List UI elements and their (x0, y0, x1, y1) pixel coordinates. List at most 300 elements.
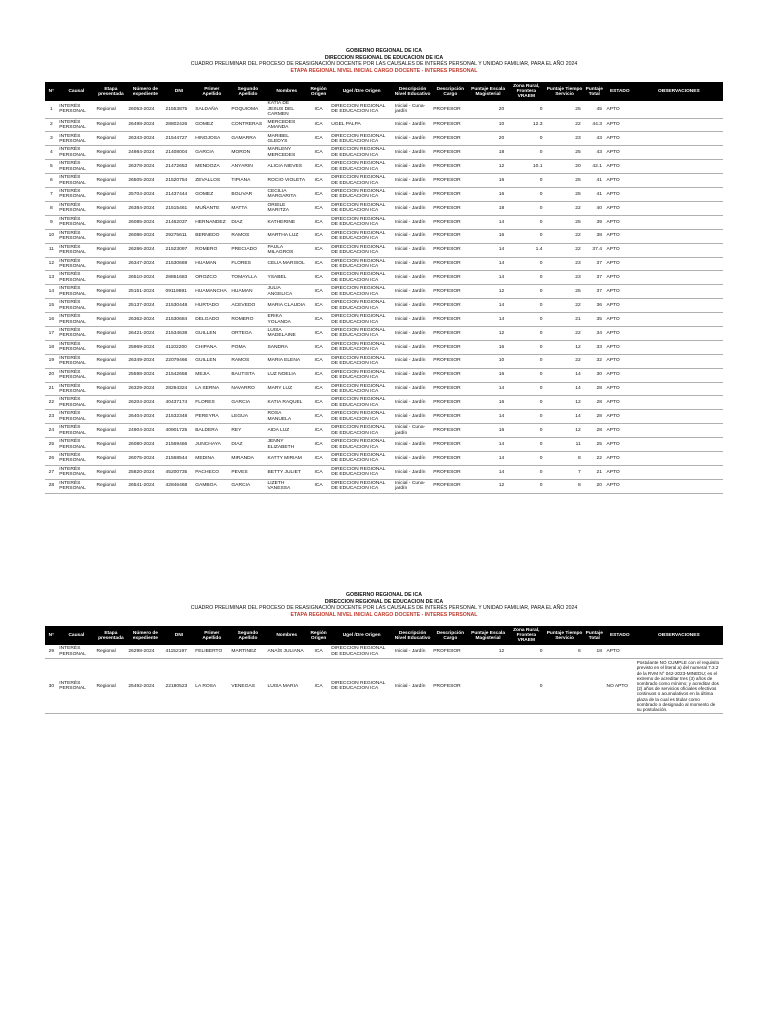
table-cell: 26362-2024 (127, 313, 164, 327)
table-cell: ALICIA NIEVES (266, 160, 307, 174)
table-cell: 0 (507, 424, 545, 438)
table-cell (635, 354, 723, 368)
table-cell: INTERÉS PERSONAL (58, 354, 95, 368)
table-cell: Inicial - Jardín (394, 410, 432, 424)
table-cell: 1 (45, 101, 58, 118)
table-row (45, 229, 723, 243)
table-cell: GARCIA (230, 396, 266, 410)
table-cell: ICA (307, 229, 329, 243)
table-cell: INTERÉS PERSONAL (58, 201, 95, 215)
table-cell: DIRECCION REGIONAL DE EDUCACION ICA (330, 299, 394, 313)
table-cell: GARCIA (230, 479, 266, 493)
table-cell: GOMEZ (194, 118, 230, 132)
table-cell: JULIA ANGELICA (266, 285, 307, 299)
table-cell (635, 396, 723, 410)
table-cell: APTO (605, 396, 635, 410)
column-header: Segundo Apellido (230, 626, 266, 645)
table-cell (635, 340, 723, 354)
table-cell: 21408004 (164, 146, 194, 160)
table-cell: NAVARRO (230, 382, 266, 396)
table-cell: Regional (95, 285, 127, 299)
table-cell: 8 (545, 479, 583, 493)
table-cell: PROFESOR (432, 354, 469, 368)
page-1 (45, 48, 723, 494)
table-cell (635, 410, 723, 424)
table-cell: NO APTO (605, 659, 635, 714)
table-cell: UGEL PALPA (330, 118, 394, 132)
table-cell: INTERÉS PERSONAL (58, 382, 95, 396)
table-cell: DIRECCION REGIONAL DE EDUCACION ICA (330, 215, 394, 229)
table-cell: 29275611 (164, 229, 194, 243)
table-cell: PROFESOR (432, 368, 469, 382)
table-cell: 20 (469, 132, 507, 146)
table-cell: 10 (469, 354, 507, 368)
table-cell: PRECIADO (230, 243, 266, 257)
table-cell: 21523097 (164, 243, 194, 257)
table-cell: 24904-2024 (127, 424, 164, 438)
table-cell: Regional (95, 132, 127, 146)
table-cell: 0 (507, 659, 545, 714)
table-cell: 12.3 (507, 118, 545, 132)
table-cell: FELIBERTO (194, 645, 230, 658)
table-cell (635, 479, 723, 493)
page-2 (45, 592, 723, 714)
table-cell: Inicial - Jardín (394, 201, 432, 215)
table-cell: 27 (45, 465, 58, 479)
column-header: Número de expediente (127, 82, 164, 101)
table-cell: INTERÉS PERSONAL (58, 438, 95, 452)
table-cell: INTERÉS PERSONAL (58, 118, 95, 132)
table-cell: 21553875 (164, 101, 194, 118)
table-cell: DIRECCION REGIONAL DE EDUCACION ICA (330, 340, 394, 354)
table-cell: PEREYRA (194, 410, 230, 424)
table-cell: 21568544 (164, 451, 194, 465)
table-cell: 38 (584, 229, 605, 243)
table-row (45, 424, 723, 438)
table-cell: DIRECCION REGIONAL DE EDUCACION ICA (330, 101, 394, 118)
table-cell: APTO (605, 645, 635, 658)
table-cell: INTERÉS PERSONAL (58, 160, 95, 174)
table-cell: APTO (605, 465, 635, 479)
table-cell: ICA (307, 101, 329, 118)
table-cell: 26510-2024 (127, 271, 164, 285)
table-cell: Regional (95, 243, 127, 257)
table-cell: ICA (307, 285, 329, 299)
table-cell: 33 (584, 340, 605, 354)
table-cell: 26343-2024 (127, 132, 164, 146)
table-cell: 0 (507, 285, 545, 299)
table-cell: 14 (545, 410, 583, 424)
table-cell: 0 (507, 313, 545, 327)
column-header: N° (45, 626, 58, 645)
table-cell: APTO (605, 410, 635, 424)
table-cell: APTO (605, 354, 635, 368)
table-cell: Inicial - Jardín (394, 368, 432, 382)
table-cell: Inicial - Cuna-jardín (394, 424, 432, 438)
table-cell: 26298-2024 (127, 645, 164, 658)
column-header: Puntaje Total (584, 82, 605, 101)
column-header: OBSERVACIONES (635, 82, 723, 101)
table-cell: ICA (307, 424, 329, 438)
table-row (45, 326, 723, 340)
table-cell: BALDERA (194, 424, 230, 438)
table-cell: 0 (507, 257, 545, 271)
table-cell: PROFESOR (432, 645, 469, 658)
table-cell: 26378-2024 (127, 160, 164, 174)
table-cell: 6 (545, 645, 583, 658)
column-header: Primer Apellido (194, 626, 230, 645)
table-cell: PAULA MILAGROS (266, 243, 307, 257)
table-cell: HUAMAN (194, 257, 230, 271)
table-cell: INTERÉS PERSONAL (58, 326, 95, 340)
table-cell: 14 (545, 382, 583, 396)
table-cell: SANDRA (266, 340, 307, 354)
table-cell: ICA (307, 382, 329, 396)
table-cell: Regional (95, 174, 127, 188)
table-cell: 14 (469, 257, 507, 271)
table-cell: LA ROSA (194, 659, 230, 714)
table-cell: Inicial - Jardín (394, 451, 432, 465)
table-cell: 3 (45, 132, 58, 146)
table-cell: INTERÉS PERSONAL (58, 271, 95, 285)
table-cell: 18 (469, 201, 507, 215)
table-cell: ICA (307, 368, 329, 382)
table-cell: 0 (507, 188, 545, 202)
table-cell: 28294324 (164, 382, 194, 396)
table-cell: 0 (507, 101, 545, 118)
table-cell: ICA (307, 645, 329, 658)
table-cell: PROFESOR (432, 313, 469, 327)
table-cell: Regional (95, 201, 127, 215)
table-cell: Inicial - Jardín (394, 188, 432, 202)
table-cell: PROFESOR (432, 659, 469, 714)
table-cell: ICA (307, 132, 329, 146)
table-cell: 20 (45, 368, 58, 382)
table-row (45, 396, 723, 410)
table-cell: APTO (605, 382, 635, 396)
table-cell: APTO (605, 201, 635, 215)
table-row (45, 465, 723, 479)
table-cell: GUILLEN (194, 354, 230, 368)
table-cell: 21534638 (164, 326, 194, 340)
table-cell: LUISA MARIA (266, 659, 307, 714)
table-cell: 37 (584, 285, 605, 299)
table-body (45, 101, 723, 493)
column-header: Primer Apellido (194, 82, 230, 101)
table-cell: MEDINA (194, 451, 230, 465)
table-cell: 37.4 (584, 243, 605, 257)
table-cell: DIRECCION REGIONAL DE EDUCACION ICA (330, 146, 394, 160)
table-cell: 14 (469, 215, 507, 229)
table-cell: 23 (545, 271, 583, 285)
table-cell: APTO (605, 229, 635, 243)
table-cell: 0 (507, 368, 545, 382)
table-cell: KATTY MIRIAM (266, 451, 307, 465)
table-row (45, 188, 723, 202)
table-cell: SALDAÑA (194, 101, 230, 118)
table-cell: Inicial - Jardín (394, 160, 432, 174)
table-cell: GUILLEN (194, 326, 230, 340)
table-cell (635, 101, 723, 118)
table-cell: Inicial - Cuna-jardín (394, 101, 432, 118)
table-cell: 26075-2024 (127, 451, 164, 465)
table-cell: 14 (469, 410, 507, 424)
table-cell: 22 (545, 326, 583, 340)
table-cell: APTO (605, 215, 635, 229)
table-cell: 41 (584, 188, 605, 202)
table-cell: 28 (584, 424, 605, 438)
table-cell: 22 (45, 396, 58, 410)
table-cell: MARTHA LUZ (266, 229, 307, 243)
table-cell: 12 (545, 424, 583, 438)
table-cell: PROFESOR (432, 201, 469, 215)
table-cell: 21 (584, 465, 605, 479)
table-cell: 14 (469, 465, 507, 479)
table-cell: DIRECCION REGIONAL DE EDUCACION ICA (330, 465, 394, 479)
table-cell: Inicial - Jardín (394, 257, 432, 271)
table-cell: 21520754 (164, 174, 194, 188)
table-cell: APTO (605, 243, 635, 257)
table-cell: 43 (584, 132, 605, 146)
table-cell: HUAMAN (230, 285, 266, 299)
table-cell: PROFESOR (432, 424, 469, 438)
table-cell: Regional (95, 451, 127, 465)
column-header: Descripción Cargo (432, 626, 469, 645)
table-cell: 21532348 (164, 410, 194, 424)
table-row (45, 299, 723, 313)
table-cell: MARLENY MERCEDES (266, 146, 307, 160)
table-cell: GAMARRA (230, 132, 266, 146)
table-cell: 26498-2024 (127, 118, 164, 132)
table-cell: Regional (95, 465, 127, 479)
table-cell: DIRECCION REGIONAL DE EDUCACION ICA (330, 382, 394, 396)
table-cell: 2 (45, 118, 58, 132)
table-cell: Inicial - Jardín (394, 326, 432, 340)
table-cell: 0 (507, 340, 545, 354)
table-cell: INTERÉS PERSONAL (58, 101, 95, 118)
table-cell: 40437174 (164, 396, 194, 410)
table-cell: 26053-2024 (127, 101, 164, 118)
table-cell: PACHECO (194, 465, 230, 479)
table-cell (635, 257, 723, 271)
table-row (45, 659, 723, 714)
header-stage: ETAPA REGIONAL NIVEL INICIAL CARGO DOCENTE - INTERES PERSONAL (290, 611, 478, 618)
table-cell: 12 (469, 326, 507, 340)
table-cell: 0 (507, 132, 545, 146)
table-row (45, 271, 723, 285)
table-cell: 25137-2024 (127, 299, 164, 313)
table-cell: Regional (95, 326, 127, 340)
table-cell (635, 299, 723, 313)
table-cell: POQUIOMA (230, 101, 266, 118)
table-cell: 1.4 (507, 243, 545, 257)
table-cell: 0 (507, 299, 545, 313)
table-cell: MIRANDA (230, 451, 266, 465)
table-cell: MERCEDES AMANDA (266, 118, 307, 132)
column-header: Puntaje Tiempo Servicio (545, 626, 583, 645)
table-cell (635, 382, 723, 396)
table-cell: 8 (545, 451, 583, 465)
table-cell: 0 (507, 271, 545, 285)
table-cell: 25151-2024 (127, 285, 164, 299)
table-cell: KATIA RAQUEL (266, 396, 307, 410)
table-row (45, 101, 723, 118)
table-cell: 30 (45, 659, 58, 714)
table-cell: APTO (605, 285, 635, 299)
column-header: Región Origen (307, 626, 329, 645)
table-cell: Regional (95, 313, 127, 327)
table-cell: PROFESOR (432, 146, 469, 160)
table-cell: 26204-2024 (127, 396, 164, 410)
table-cell: INTERÉS PERSONAL (58, 451, 95, 465)
table-cell: JENNY ELIZABETH (266, 438, 307, 452)
table-cell: 14 (469, 243, 507, 257)
table-cell: Regional (95, 354, 127, 368)
table-cell: 22 (545, 243, 583, 257)
table-cell: Inicial - Jardín (394, 313, 432, 327)
table-cell: 12 (545, 340, 583, 354)
table-cell: DIRECCION REGIONAL DE EDUCACION ICA (330, 645, 394, 658)
table-cell: 10 (469, 118, 507, 132)
table-cell: 28 (584, 382, 605, 396)
table-cell (635, 188, 723, 202)
table-cell: 16 (469, 368, 507, 382)
table-cell (545, 659, 583, 714)
table-cell: 20 (584, 479, 605, 493)
table-cell: 0 (507, 201, 545, 215)
header-stage: ETAPA REGIONAL NIVEL INICIAL CARGO DOCENTE - INTERES PERSONAL (290, 67, 478, 74)
table-cell: 26349-2024 (127, 354, 164, 368)
table-cell: 21569466 (164, 438, 194, 452)
table-cell: DIRECCION REGIONAL DE EDUCACION ICA (330, 354, 394, 368)
table-cell: PROFESOR (432, 285, 469, 299)
table-cell: 16 (469, 174, 507, 188)
table-cell: INTERÉS PERSONAL (58, 132, 95, 146)
table-cell: 25820-2024 (127, 465, 164, 479)
table-cell: ORIELE MARITZA (266, 201, 307, 215)
table-cell: 30 (584, 368, 605, 382)
column-header: Causal (58, 626, 95, 645)
table-cell: Inicial - Cuna-jardín (394, 479, 432, 493)
table-row (45, 479, 723, 493)
table-row (45, 146, 723, 160)
table-cell: Regional (95, 299, 127, 313)
table-cell: GOMEZ (194, 188, 230, 202)
table-cell: ICA (307, 354, 329, 368)
table-row (45, 132, 723, 146)
table-cell: Regional (95, 215, 127, 229)
table-cell: Regional (95, 410, 127, 424)
table-cell: DIAZ (230, 215, 266, 229)
table-cell: PROFESOR (432, 410, 469, 424)
table-cell: 14 (469, 299, 507, 313)
column-header: Zona Rural, Frontera VRAEM (507, 626, 545, 645)
header-title: CUADRO PRELIMINAR DEL PROCESO DE REASIGNACIÓN DOCENTE POR LAS CAUSALES DE INTERÉS PERSONAL Y UNIDAD FAMILIAR, PARA EL AÑO 2024 (190, 605, 578, 612)
table-cell: DIRECCION REGIONAL DE EDUCACION ICA (330, 438, 394, 452)
table-cell: DIRECCION REGIONAL DE EDUCACION ICA (330, 188, 394, 202)
table-cell: 17 (45, 326, 58, 340)
column-header: ESTADO (605, 82, 635, 101)
table-row (45, 285, 723, 299)
table-cell: 22079466 (164, 354, 194, 368)
table-cell: 26286-2024 (127, 243, 164, 257)
column-header: Zona Rural, Frontera VRAEM (507, 82, 545, 101)
table-cell: 7 (45, 188, 58, 202)
table-cell: PROFESOR (432, 382, 469, 396)
table-cell: 21530684 (164, 313, 194, 327)
table-cell: Regional (95, 118, 127, 132)
table-cell: 26421-2024 (127, 326, 164, 340)
table-cell: JUNCHAYA (194, 438, 230, 452)
table-cell: DIRECCION REGIONAL DE EDUCACION ICA (330, 479, 394, 493)
table-cell: 15 (45, 299, 58, 313)
table-cell: 25 (545, 188, 583, 202)
table-cell: APTO (605, 118, 635, 132)
table-cell: INTERÉS PERSONAL (58, 285, 95, 299)
table-cell: DIAZ (230, 438, 266, 452)
header-government: GOBIERNO REGIONAL DE ICA (346, 48, 422, 54)
table-cell: Inicial - Jardín (394, 396, 432, 410)
table-cell: 11 (45, 243, 58, 257)
table-cell: GARCIA (194, 146, 230, 160)
table-cell: 25 (45, 438, 58, 452)
table-cell: INTERÉS PERSONAL (58, 257, 95, 271)
table-cell: ZEVALLOS (194, 174, 230, 188)
table-cell: Inicial - Jardín (394, 215, 432, 229)
table-cell (635, 215, 723, 229)
column-header: Descripción Nivel Educativo (394, 626, 432, 645)
table-cell: RAMOS (230, 354, 266, 368)
table-cell: 0 (507, 396, 545, 410)
table-cell: 4 (45, 146, 58, 160)
table-cell: VENEGAS (230, 659, 266, 714)
table-cell: Regional (95, 479, 127, 493)
table-cell: 18 (45, 340, 58, 354)
table-cell: 0 (507, 354, 545, 368)
table-cell: 24 (45, 424, 58, 438)
table-row (45, 382, 723, 396)
table-cell: FLORES (230, 257, 266, 271)
table-cell: DIRECCION REGIONAL DE EDUCACION ICA (330, 368, 394, 382)
table-cell: 0 (507, 438, 545, 452)
table-row (45, 313, 723, 327)
table-cell: 14 (469, 271, 507, 285)
table-cell (635, 326, 723, 340)
table-cell: ERIKA YOLANDA (266, 313, 307, 327)
table-cell: ICA (307, 160, 329, 174)
table-cell: ICA (307, 118, 329, 132)
table-cell: 23 (45, 410, 58, 424)
column-header: Puntaje Total (584, 626, 605, 645)
table-cell: 20 (545, 160, 583, 174)
table-cell: 41 (584, 174, 605, 188)
table-cell: INTERÉS PERSONAL (58, 659, 95, 714)
table-cell: 0 (507, 326, 545, 340)
table-cell: 0 (507, 479, 545, 493)
table-cell: INTERÉS PERSONAL (58, 313, 95, 327)
table-cell: 25704-2024 (127, 188, 164, 202)
table-cell: 21544727 (164, 132, 194, 146)
table-cell: 25 (545, 174, 583, 188)
table-cell: 14 (45, 285, 58, 299)
table-cell: ICA (307, 188, 329, 202)
table-cell: DIRECCION REGIONAL DE EDUCACION ICA (330, 132, 394, 146)
table-cell: 0 (507, 645, 545, 658)
table-cell: ICA (307, 326, 329, 340)
table-cell: ICA (307, 340, 329, 354)
table-cell (635, 146, 723, 160)
table-cell: Regional (95, 424, 127, 438)
